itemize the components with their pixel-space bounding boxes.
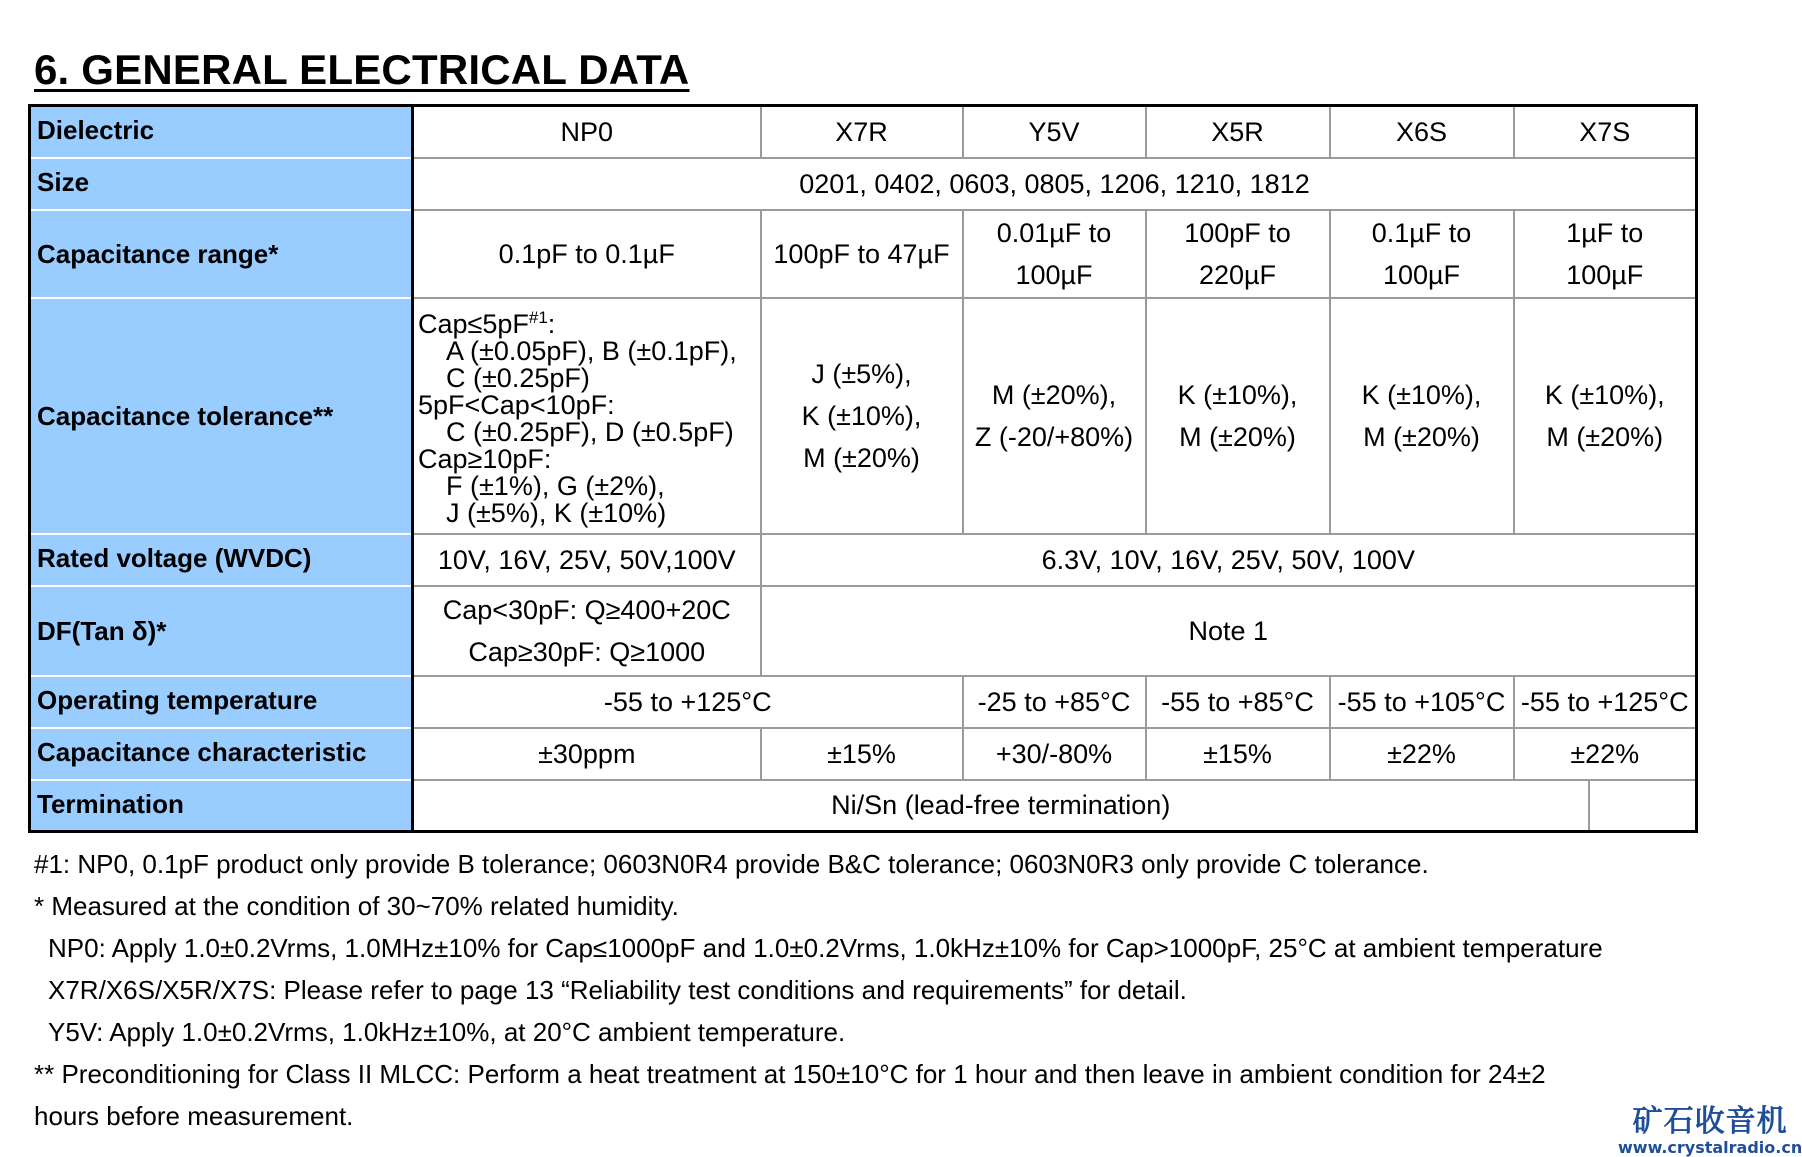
cap-tol-np0-line5: C (±0.25pF), D (±0.5pF) xyxy=(446,417,734,447)
op-temp-x6s: -55 to +105°C xyxy=(1330,676,1514,728)
cap-range-np0: 0.1pF to 0.1µF xyxy=(413,210,761,298)
cap-tol-x5r-line1: K (±10%), xyxy=(1177,379,1298,410)
cap-tol-np0 xyxy=(413,298,761,534)
row-label-capacitance-tolerance: Capacitance tolerance** xyxy=(30,298,413,534)
cap-char-x7s: ±22% xyxy=(1514,728,1697,780)
cap-char-x6s: ±22% xyxy=(1330,728,1514,780)
cap-tol-np0-line6: Cap≥10pF: xyxy=(418,444,552,474)
cap-range-x6s xyxy=(1330,210,1514,298)
row-label-size: Size xyxy=(30,158,413,210)
footnote-7: hours before measurement. xyxy=(34,1101,354,1131)
cap-tol-np0-line1: $Cap\le 5pF^{\#1}$: xyxy=(418,308,556,339)
cap-char-x7r: ±15% xyxy=(761,728,963,780)
row-label-operating-temperature: Operating temperature xyxy=(30,676,413,728)
cap-tol-x7r-line1: J (±5%), xyxy=(811,358,912,389)
op-temp-np0-x7r: -55 to +125°C xyxy=(413,676,963,728)
row-dielectric xyxy=(30,106,1697,158)
page-title: 6. GENERAL ELECTRICAL DATA xyxy=(34,46,690,93)
cap-tol-np0-line7: F (±1%), G (±2%), xyxy=(446,471,665,501)
cap-tol-x7r-line2: K (±10%), xyxy=(801,400,922,431)
cap-tol-np0-line8: J (±5%), K (±10%) xyxy=(446,498,667,528)
cap-char-y5v: +30/-80% xyxy=(963,728,1146,780)
rated-voltage-others: 6.3V, 10V, 16V, 25V, 50V, 100V xyxy=(761,534,1697,586)
cap-range-x7s-line1: 1µF to xyxy=(1566,217,1644,248)
watermark-text: 矿石收音机 xyxy=(1632,1105,1788,1138)
row-label-rated-voltage: Rated voltage (WVDC) xyxy=(30,534,413,586)
df-np0 xyxy=(413,586,761,676)
cap-tol-x6s xyxy=(1330,298,1514,534)
dielectric-x6s: X6S xyxy=(1330,106,1514,158)
dielectric-x7s: X7S xyxy=(1514,106,1697,158)
cap-tol-y5v xyxy=(963,298,1146,534)
cap-tol-x7s-line1: K (±10%), xyxy=(1544,379,1665,410)
op-temp-x5r: -55 to +85°C xyxy=(1146,676,1330,728)
row-capacitance-tolerance xyxy=(30,298,1697,534)
footnote-2: * Measured at the condition of 30~70% related humidity. xyxy=(34,891,679,921)
cap-char-np0: ±30ppm xyxy=(413,728,761,780)
cap-tol-x7s-line2: M (±20%) xyxy=(1546,421,1664,452)
cap-tol-x7r-line3: M (±20%) xyxy=(803,442,920,473)
cap-range-y5v-line1: 0.01µF to xyxy=(996,217,1112,248)
footnote-3: NP0: Apply 1.0±0.2Vrms, 1.0MHz±10% for Cap≤1000pF and 1.0±0.2Vrms, 1.0kHz±10% for Cap>1000pF, 25°C at ambient temperature xyxy=(48,933,1603,963)
footnotes xyxy=(34,843,1603,1137)
row-rated-voltage xyxy=(30,534,1697,586)
row-label-capacitance-range: Capacitance range* xyxy=(30,210,413,298)
cap-range-x7s xyxy=(1514,210,1697,298)
size-value: 0201, 0402, 0603, 0805, 1206, 1210, 1812 xyxy=(413,158,1697,210)
cap-tol-np0-line4: 5pF<Cap<10pF: xyxy=(418,390,615,420)
row-label-df: DF(Tan δ)* xyxy=(30,586,413,676)
dielectric-y5v: Y5V xyxy=(963,106,1146,158)
row-label-termination: Termination xyxy=(30,780,413,832)
dielectric-x7r: X7R xyxy=(761,106,963,158)
rated-voltage-np0: 10V, 16V, 25V, 50V,100V xyxy=(413,534,761,586)
row-termination xyxy=(30,780,1697,832)
cap-range-x5r-line1: 100pF to xyxy=(1184,217,1291,248)
cap-range-x5r-line2: 220µF xyxy=(1198,259,1277,290)
termination-empty-cell xyxy=(1589,780,1697,832)
df-others: Note 1 xyxy=(761,586,1697,676)
cap-tol-x7s xyxy=(1514,298,1697,534)
cap-tol-y5v-line2: Z (-20/+80%) xyxy=(974,421,1134,452)
row-size xyxy=(30,158,1697,210)
op-temp-y5v: -25 to +85°C xyxy=(963,676,1146,728)
cap-range-x7r: 100pF to 47µF xyxy=(761,210,963,298)
row-operating-temperature xyxy=(30,676,1697,728)
cap-tol-x5r xyxy=(1146,298,1330,534)
row-label-capacitance-characteristic: Capacitance characteristic xyxy=(30,728,413,780)
cap-tol-y5v-line1: M (±20%), xyxy=(991,379,1117,410)
row-capacitance-characteristic xyxy=(30,728,1697,780)
cap-tol-x7r xyxy=(761,298,963,534)
row-label-dielectric: Dielectric xyxy=(30,106,413,158)
dielectric-x5r: X5R xyxy=(1146,106,1330,158)
cap-range-x6s-line1: 0.1µF to xyxy=(1371,217,1472,248)
cap-tol-np0-line2: A (±0.05pF), B (±0.1pF), xyxy=(446,336,737,366)
cap-range-y5v-line2: 100µF xyxy=(1015,259,1093,290)
cap-range-x5r xyxy=(1146,210,1330,298)
footnote-6: ** Preconditioning for Class II MLCC: Perform a heat treatment at 150±10°C for 1 hour and then leave in ambient condition for 24±2 xyxy=(34,1059,1546,1089)
op-temp-x7s: -55 to +125°C xyxy=(1514,676,1697,728)
row-df xyxy=(30,586,1697,676)
cap-range-y5v xyxy=(963,210,1146,298)
footnote-5: Y5V: Apply 1.0±0.2Vrms, 1.0kHz±10%, at 20°C ambient temperature. xyxy=(48,1017,846,1047)
cap-tol-np0-line3: C (±0.25pF) xyxy=(446,363,590,393)
row-capacitance-range xyxy=(30,210,1697,298)
cap-char-x5r: ±15% xyxy=(1146,728,1330,780)
df-np0-line2: Cap≥30pF: Q≥1000 xyxy=(468,636,706,667)
watermark-logo xyxy=(1618,1096,1802,1157)
cap-tol-x5r-line2: M (±20%) xyxy=(1179,421,1296,452)
cap-tol-x6s-line1: K (±10%), xyxy=(1361,379,1482,410)
df-np0-line1: Cap<30pF: Q≥400+20C xyxy=(442,594,731,625)
cap-range-x6s-line2: 100µF xyxy=(1382,259,1461,290)
cap-range-x7s-line2: 100µF xyxy=(1566,259,1644,290)
footnote-4: X7R/X6S/X5R/X7S: Please refer to page 13 “Reliability test conditions and requirements” for detail. xyxy=(48,975,1187,1005)
watermark-url: www.crystalradio.cn xyxy=(1618,1138,1802,1157)
electrical-data-table xyxy=(28,104,1698,833)
termination-value: Ni/Sn (lead-free termination) xyxy=(413,780,1589,832)
footnote-1: #1: NP0, 0.1pF product only provide B tolerance; 0603N0R4 provide B&C tolerance; 0603N0R3 only provide C tolerance. xyxy=(34,849,1429,879)
cap-tol-x6s-line2: M (±20%) xyxy=(1363,421,1480,452)
dielectric-np0: NP0 xyxy=(413,106,761,158)
